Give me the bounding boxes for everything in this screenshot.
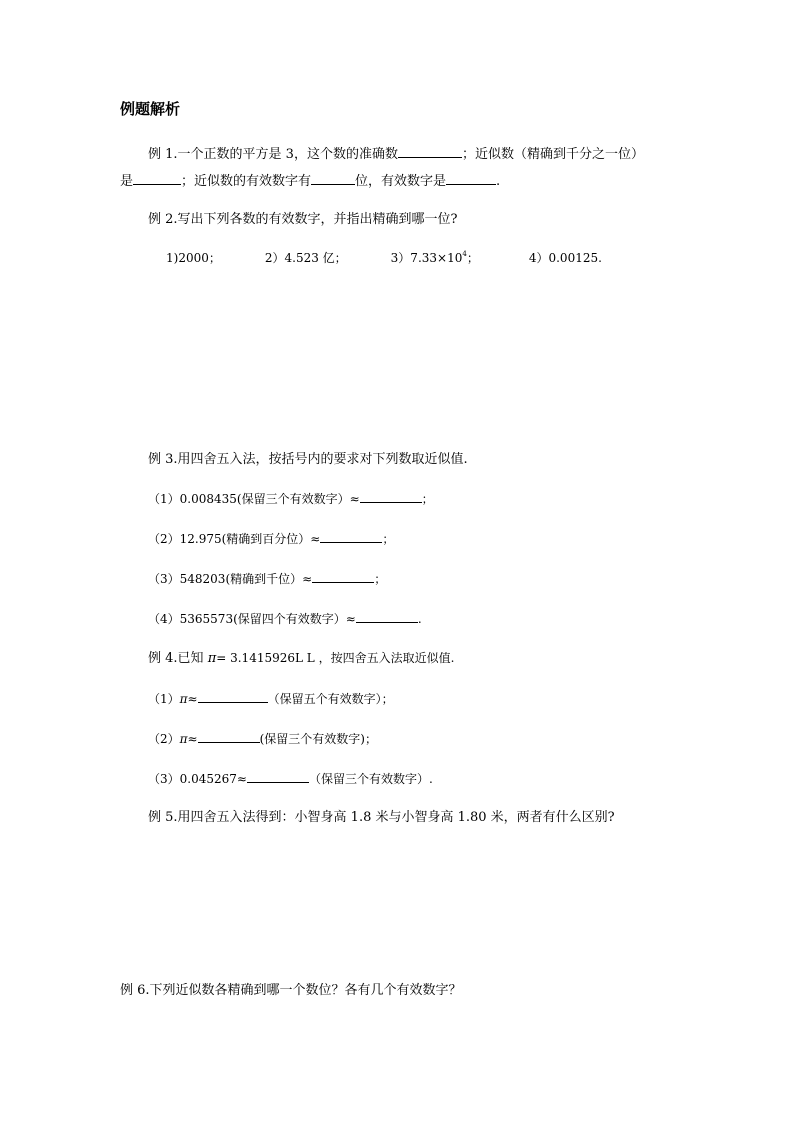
example-2-items <box>166 250 602 266</box>
example-5-question: 例 5.用四舍五入法得到：小智身高 1.8 米与小智身高 1.80 米，两者有什么区别? <box>148 810 615 825</box>
example-4-question: 例 4.已知 π= 3.1415926L L ，按四舍五入法取近似值. <box>148 651 455 666</box>
answer-blank <box>133 172 181 185</box>
example-2-question: 例 2.写出下列各数的有效数字，并指出精确到哪一位? <box>148 212 458 227</box>
example-3-item-3: （3）548203(精确到千位）≈ ； <box>148 572 387 586</box>
example-6-question: 例 6.下列近似数各精确到哪一个数位？各有几个有效数字？ <box>120 983 462 998</box>
answer-blank <box>312 570 374 583</box>
example-1-text-a: 例 1.一个正数的平方是 3，这个数的准确数 <box>148 147 398 162</box>
example-2-item-2: 2）4.523 亿； <box>264 251 347 265</box>
example-3-item-2: （2）12.975(精确到百分位）≈ ； <box>148 532 395 546</box>
example-1-text-c: 是 <box>120 174 134 189</box>
example-3-question: 例 3.用四舍五入法，按括号内的要求对下列数取近似值. <box>148 452 468 467</box>
example-2-item-4: 4）0.00125. <box>528 251 602 265</box>
answer-blank <box>311 172 355 185</box>
example-1-text-f: . <box>496 174 501 189</box>
pi-symbol: π <box>207 651 217 666</box>
example-1-text-b: ；近似数（精确到千分之一位） <box>461 147 644 162</box>
example-2-item-3: $3)7.33\times 10^4$； <box>390 250 479 265</box>
example-3-item-1: （1）0.008435(保留三个有效数字）≈ ； <box>148 492 434 506</box>
example-3-item-4: （4）5365573(保留四个有效数字）≈ . <box>148 612 422 626</box>
section-title: 例题解析 <box>120 100 181 118</box>
example-4-item-2: （2）π≈ (保留三个有效数字)； <box>148 732 377 746</box>
example-1-line-1 <box>148 145 644 163</box>
example-2-item-1: 1)2000； <box>166 251 221 265</box>
answer-blank <box>320 530 382 543</box>
example-4-item-3: （3）0.045267≈ （保留三个有效数字）. <box>148 772 433 786</box>
answer-blank <box>198 690 268 703</box>
example-1-text-d: ；近似数的有效数字有 <box>181 174 312 189</box>
answer-blank <box>398 145 462 158</box>
example-4-item-1: （1）π≈ （保留五个有效数字）； <box>148 692 394 706</box>
answer-blank <box>198 730 260 743</box>
answer-blank <box>446 172 496 185</box>
example-1-line-2 <box>120 172 500 190</box>
answer-blank <box>360 490 422 503</box>
answer-blank <box>247 770 309 783</box>
example-1-text-e: 位，有效数字是 <box>355 174 447 189</box>
answer-blank <box>356 610 418 623</box>
